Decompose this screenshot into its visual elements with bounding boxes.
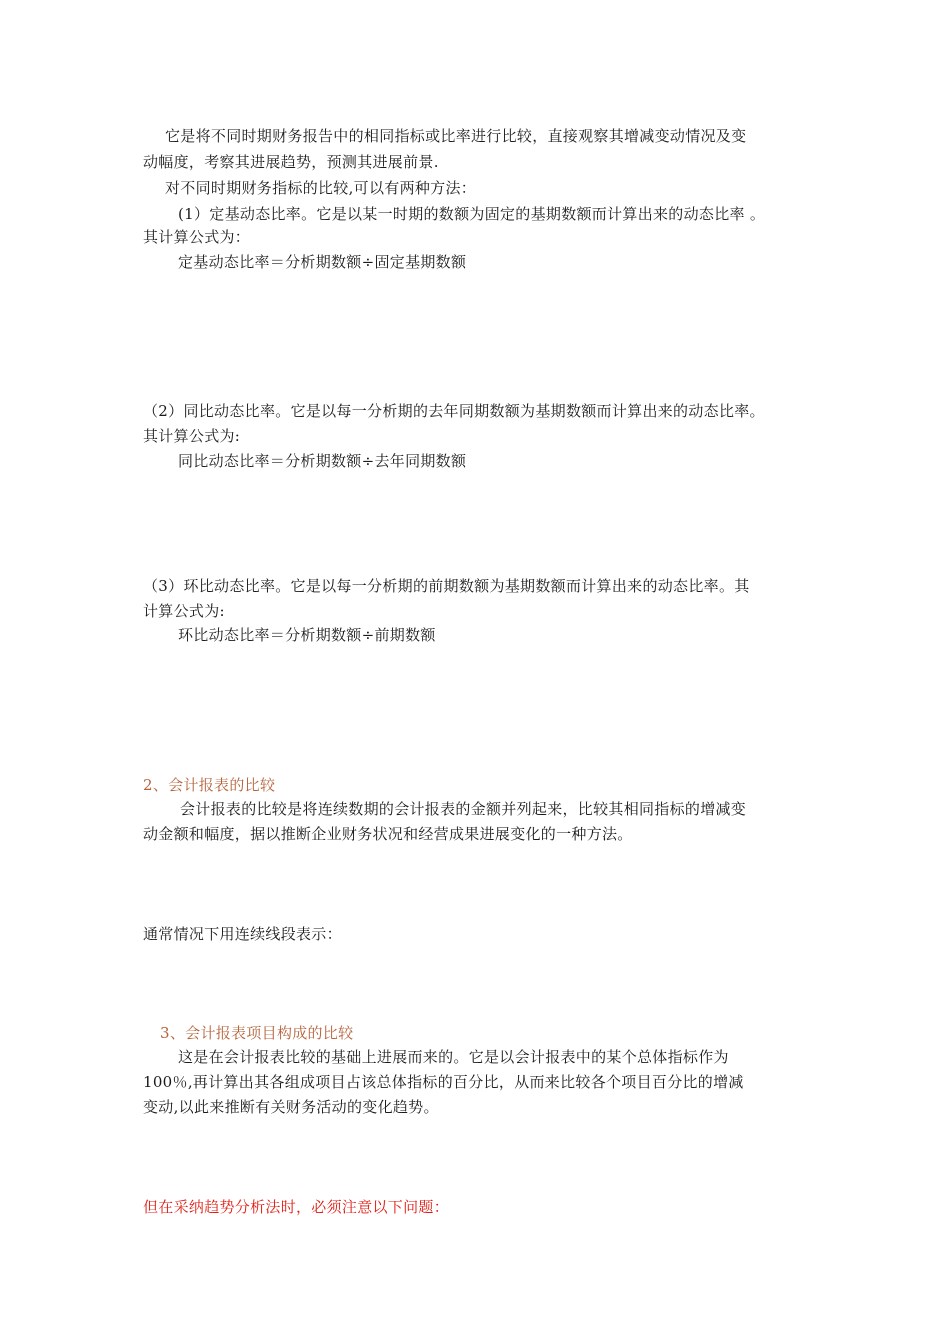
method1-formula: 定基动态比率＝分析期数额÷固定基期数额 xyxy=(178,253,467,271)
section2-heading: 2、会计报表的比较 xyxy=(143,776,276,794)
method3-line-1: （3）环比动态比率。它是以每一分析期的前期数额为基期数额而计算出来的动态比率。其 xyxy=(143,577,750,595)
method3-formula: 环比动态比率＝分析期数额÷前期数额 xyxy=(178,626,436,644)
section2-note: 通常情况下用连续线段表示： xyxy=(143,925,342,943)
method1-line-1: (1）定基动态比率。它是以某一时期的数额为固定的基期数额而计算出来的动态比率 。 xyxy=(178,205,766,223)
section3-heading: 3、会计报表项目构成的比较 xyxy=(160,1024,354,1042)
methods-intro: 对不同时期财务指标的比较,可以有两种方法： xyxy=(165,179,477,197)
section3-line-1: 这是在会计报表比较的基础上进展而来的。它是以会计报表中的某个总体指标作为 xyxy=(178,1048,729,1066)
method2-line-1: （2）同比动态比率。它是以每一分析期的去年同期数额为基期数额而计算出来的动态比率。 xyxy=(143,402,765,420)
method1-line-2: 其计算公式为： xyxy=(143,228,251,246)
method3-line-2: 计算公式为: xyxy=(143,602,225,620)
method2-formula: 同比动态比率＝分析期数额÷去年同期数额 xyxy=(178,452,467,470)
section2-line-1: 会计报表的比较是将连续数期的会计报表的金额并列起来，比较其相同指标的增减变 xyxy=(180,800,747,818)
method2-line-2: 其计算公式为: xyxy=(143,427,241,445)
section3-line-2: 100％,再计算出其各组成项目占该总体指标的百分比，从而来比较各个项目百分比的增减 xyxy=(143,1073,744,1091)
intro-paragraph-line-1: 它是将不同时期财务报告中的相同指标或比率进行比较，直接观察其增减变动情况及变 xyxy=(165,127,747,145)
section2-line-2: 动金额和幅度，据以推断企业财务状况和经营成果进展变化的一种方法。 xyxy=(143,825,633,843)
section3-line-3: 变动,以此来推断有关财务活动的变化趋势。 xyxy=(143,1098,439,1116)
intro-paragraph-line-2: 动幅度，考察其进展趋势，预测其进展前景. xyxy=(143,153,439,171)
warning-heading: 但在采纳趋势分析法时，必须注意以下问题： xyxy=(143,1198,450,1216)
